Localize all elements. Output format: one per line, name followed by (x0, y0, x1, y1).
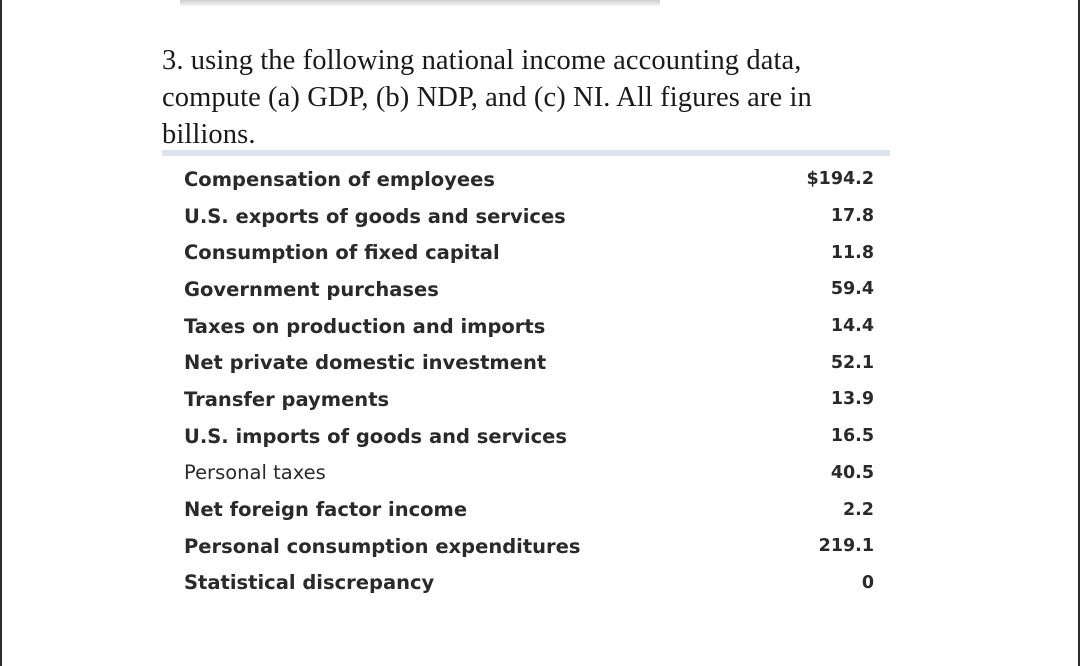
row-label: Net private domestic investment (184, 351, 547, 375)
row-value: 13.9 (830, 389, 874, 410)
cropped-previous-line (180, 0, 660, 6)
row-value: 16.5 (830, 426, 874, 447)
row-label: U.S. imports of goods and services (184, 424, 567, 448)
table-row (184, 455, 874, 492)
table-row (184, 418, 874, 455)
question-line-3: billions. (162, 119, 256, 150)
table-row (184, 565, 874, 602)
table-row (184, 344, 874, 381)
row-value: 11.8 (830, 242, 874, 263)
row-label: Personal taxes (184, 461, 326, 485)
question-line-2: compute (a) GDP, (b) NDP, and (c) NI. All figures are in (162, 82, 812, 113)
table-row (184, 161, 874, 198)
row-label: Taxes on production and imports (184, 314, 546, 338)
row-value: 14.4 (830, 316, 874, 337)
table-row (184, 528, 874, 565)
table-row (184, 234, 874, 271)
row-label: Compensation of employees (184, 167, 495, 191)
row-label: Net foreign factor income (184, 498, 468, 522)
row-label: Statistical discrepancy (184, 571, 435, 595)
row-value: 219.1 (818, 536, 874, 557)
row-value: 17.8 (830, 206, 874, 227)
row-value: 0 (861, 572, 874, 593)
row-value: 59.4 (830, 279, 874, 300)
table-row (184, 308, 874, 345)
row-label: Government purchases (184, 277, 439, 301)
table-row (184, 491, 874, 528)
row-label: Personal consumption expenditures (184, 534, 581, 558)
row-label: Transfer payments (184, 387, 390, 411)
row-value: 40.5 (830, 462, 874, 483)
accounting-data-table (184, 161, 874, 601)
table-row (184, 198, 874, 235)
row-label: U.S. exports of goods and services (184, 204, 566, 228)
row-value: $194.2 (806, 169, 874, 190)
question-line-1: 3. using the following national income accounting data, (162, 45, 802, 76)
table-top-rule (162, 150, 890, 156)
table-row (184, 271, 874, 308)
row-label: Consumption of fixed capital (184, 241, 500, 265)
row-value: 2.2 (842, 499, 874, 520)
table-row (184, 381, 874, 418)
row-value: 52.1 (830, 352, 874, 373)
question-text (162, 42, 882, 153)
